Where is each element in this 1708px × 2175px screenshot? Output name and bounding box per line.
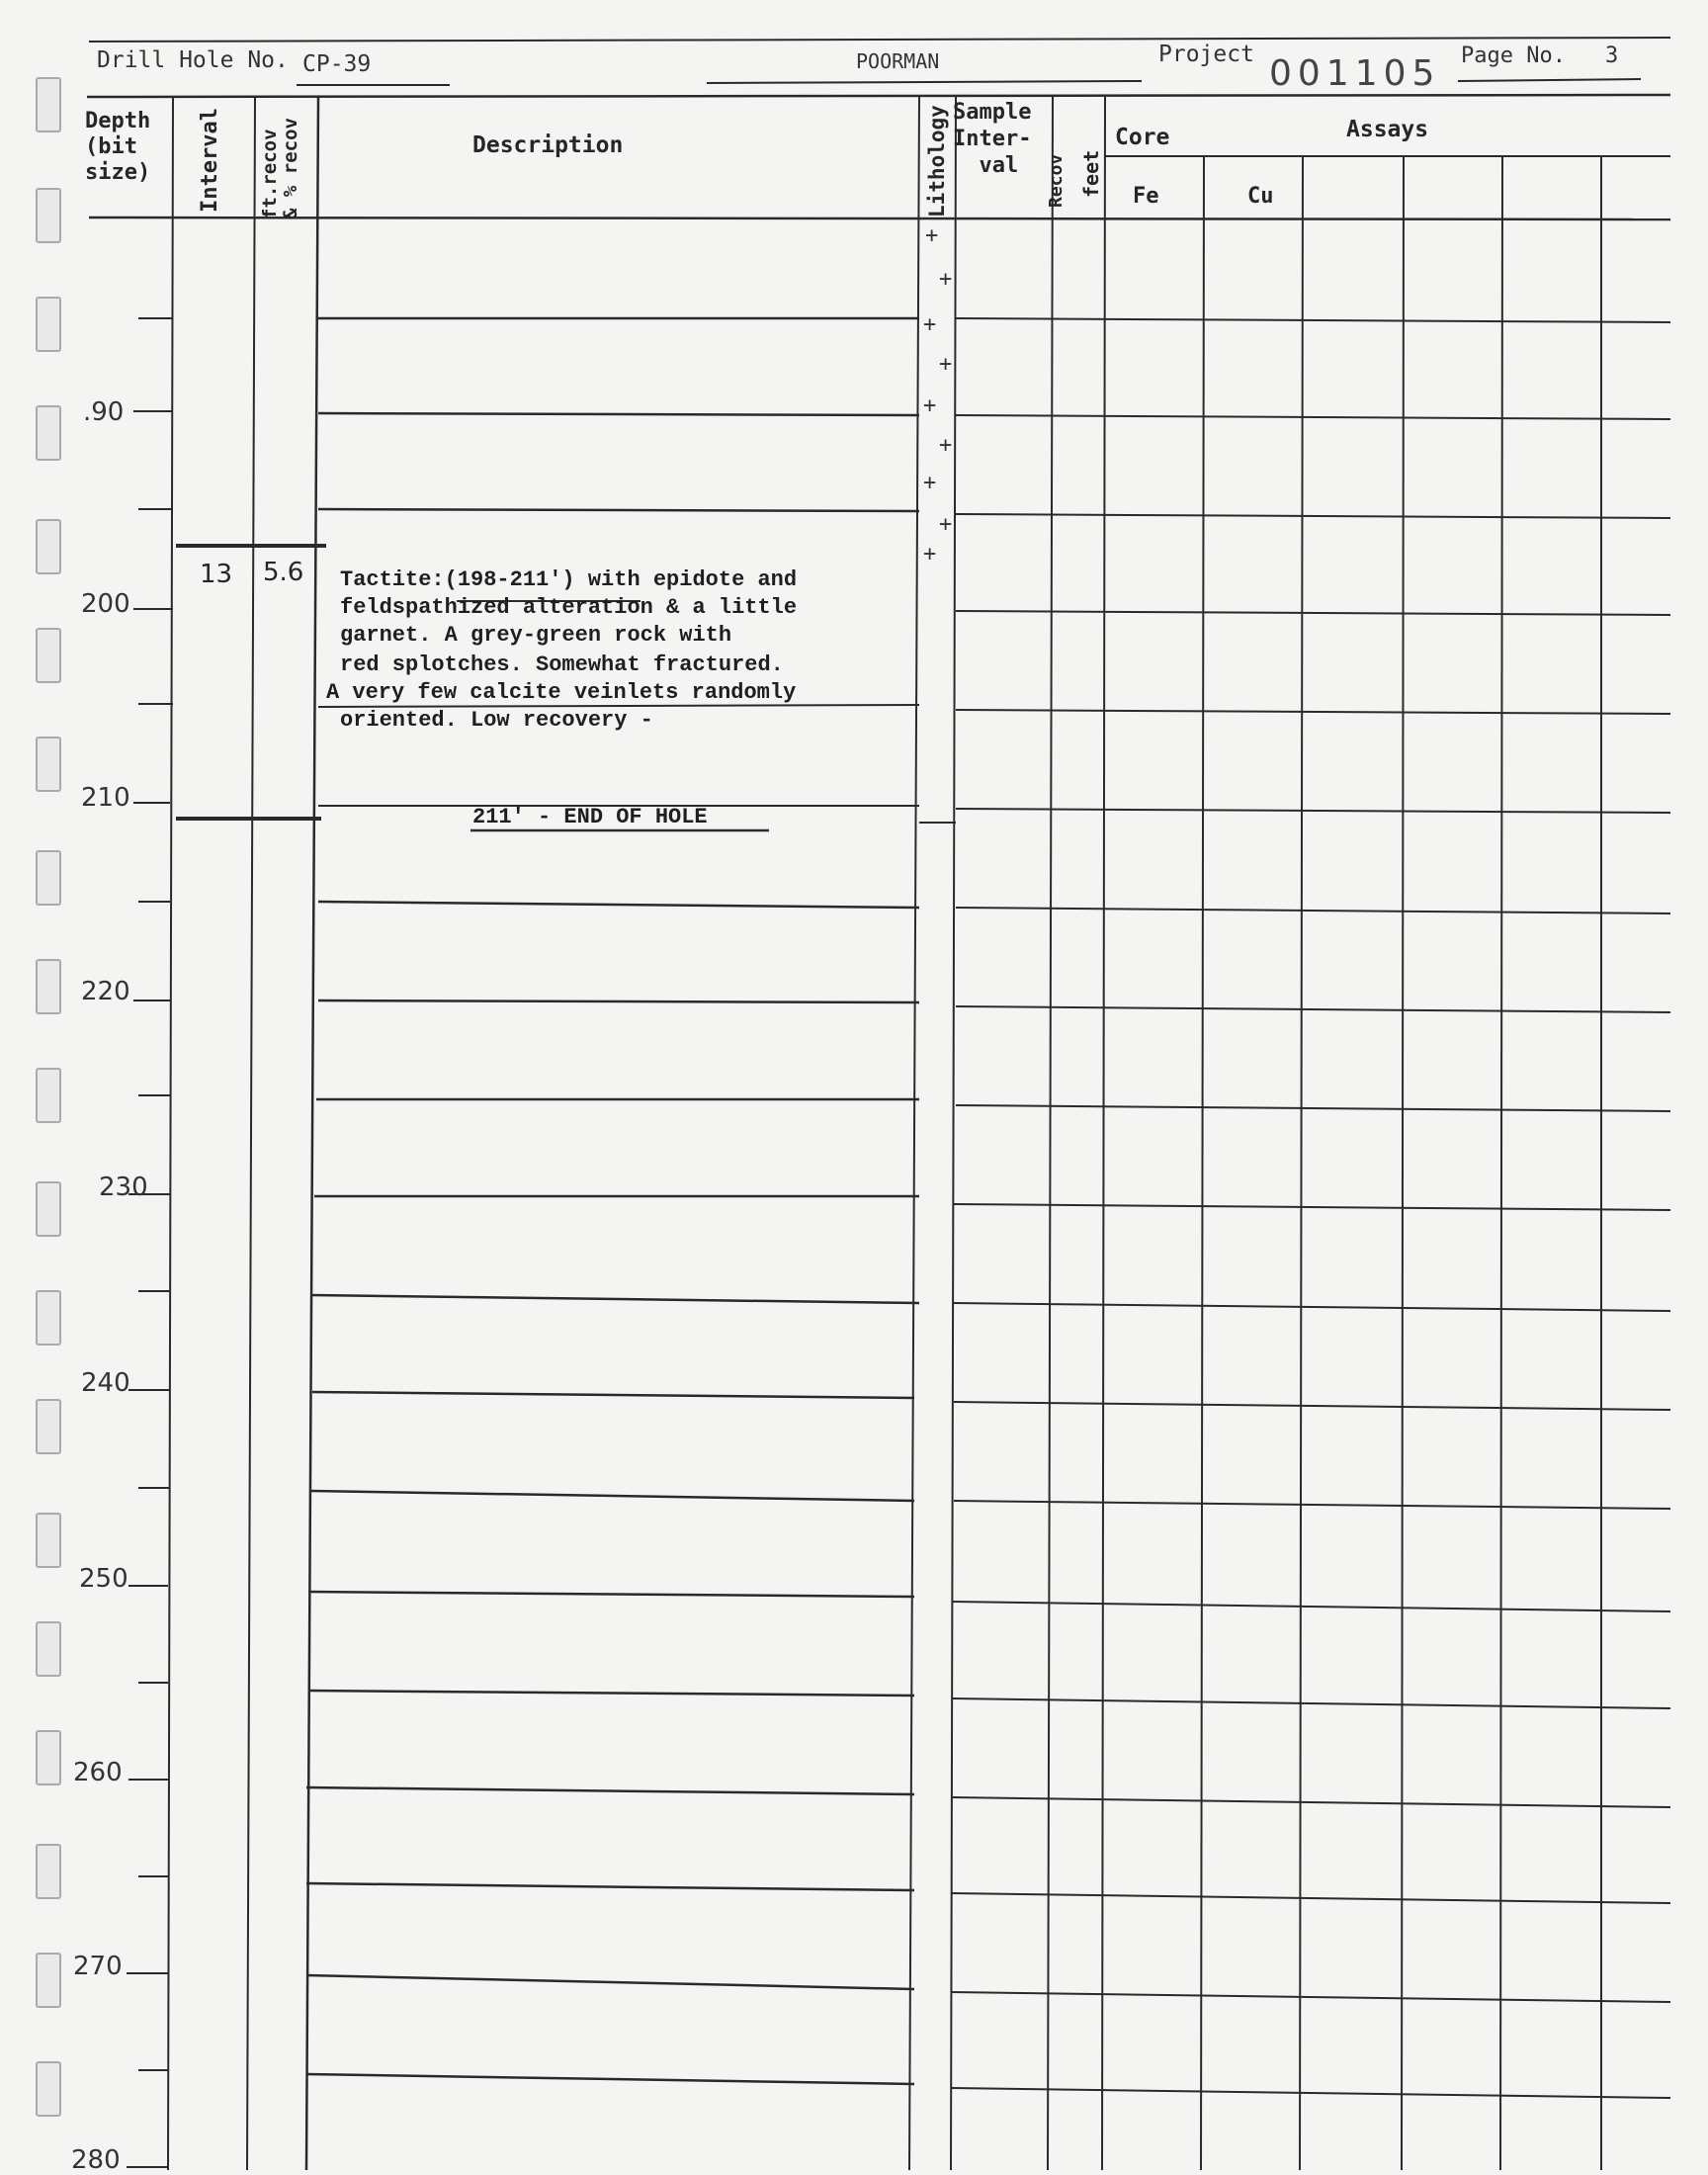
depth-column-heading (85, 109, 150, 186)
sample-interval-heading (953, 99, 1031, 179)
depth-label: 270 (73, 1952, 123, 1981)
lithology-column-heading: Lithology (925, 105, 949, 218)
depth-heading-line: size) (85, 160, 151, 185)
recov-column-heading: Recov (1046, 153, 1067, 208)
lithology-symbol: + (923, 393, 937, 418)
end-of-hole-note: 211' - END OF HOLE (472, 805, 708, 829)
project-number: 001105 (1269, 53, 1441, 94)
description-line: garnet. A grey-green rock with (340, 623, 732, 648)
property-name: POORMAN (856, 49, 940, 73)
page-label: Page No. (1461, 44, 1566, 68)
description-line: red splotches. Somewhat fractured. (340, 652, 784, 677)
lithology-symbol: + (923, 471, 937, 495)
depth-label: 280 (71, 2145, 121, 2175)
depth-heading-line: (bit (85, 134, 137, 159)
recovery-percent-heading: & % recov (280, 118, 301, 219)
description-line: A very few calcite veinlets randomly (326, 680, 797, 705)
description-line: feldspathized alteration & a little (340, 595, 798, 620)
interval-column-heading: Interval (198, 108, 222, 213)
page-number: 3 (1605, 44, 1619, 68)
depth-label: 240 (81, 1368, 130, 1398)
lithology-symbol: + (939, 352, 953, 377)
recovery-value: 5.6 (263, 558, 304, 587)
recovery-column-heading: ft.recov (259, 129, 281, 219)
project-label: Project (1158, 42, 1254, 67)
depth-heading-line: Depth (85, 109, 151, 133)
feet-column-heading: feet (1079, 149, 1103, 198)
lithology-symbol: + (939, 512, 953, 537)
depth-label: 210 (81, 783, 130, 813)
drill-hole-number: CP-39 (302, 51, 372, 77)
lithology-symbol: + (939, 267, 953, 292)
depth-label: 260 (73, 1758, 123, 1787)
sample-heading-line: Sample (953, 100, 1032, 125)
depth-label: 220 (81, 977, 130, 1006)
sample-heading-line: val (979, 153, 1019, 178)
fe-assay-heading: Fe (1133, 184, 1159, 209)
lithology-symbol: + (939, 433, 953, 458)
description-line: Tactite:(198-211') with epidote and (340, 567, 798, 592)
description-line: oriented. Low recovery - (340, 708, 653, 733)
assays-heading: Assays (1346, 117, 1429, 142)
description-column-heading: Description (472, 132, 624, 158)
lithology-symbol: + (923, 542, 937, 566)
lithology-symbol: + (923, 312, 937, 337)
depth-label: 230 (99, 1173, 148, 1202)
drill-hole-label: Drill Hole No. (97, 47, 289, 73)
depth-label: .90 (83, 397, 125, 427)
sample-heading-line: Inter- (953, 127, 1032, 151)
lithology-symbol: + (925, 223, 939, 248)
depth-label: 250 (79, 1564, 128, 1594)
interval-value: 13 (200, 560, 233, 589)
cu-assay-heading: Cu (1247, 184, 1274, 209)
core-heading: Core (1115, 125, 1170, 150)
depth-label: 200 (81, 589, 130, 619)
